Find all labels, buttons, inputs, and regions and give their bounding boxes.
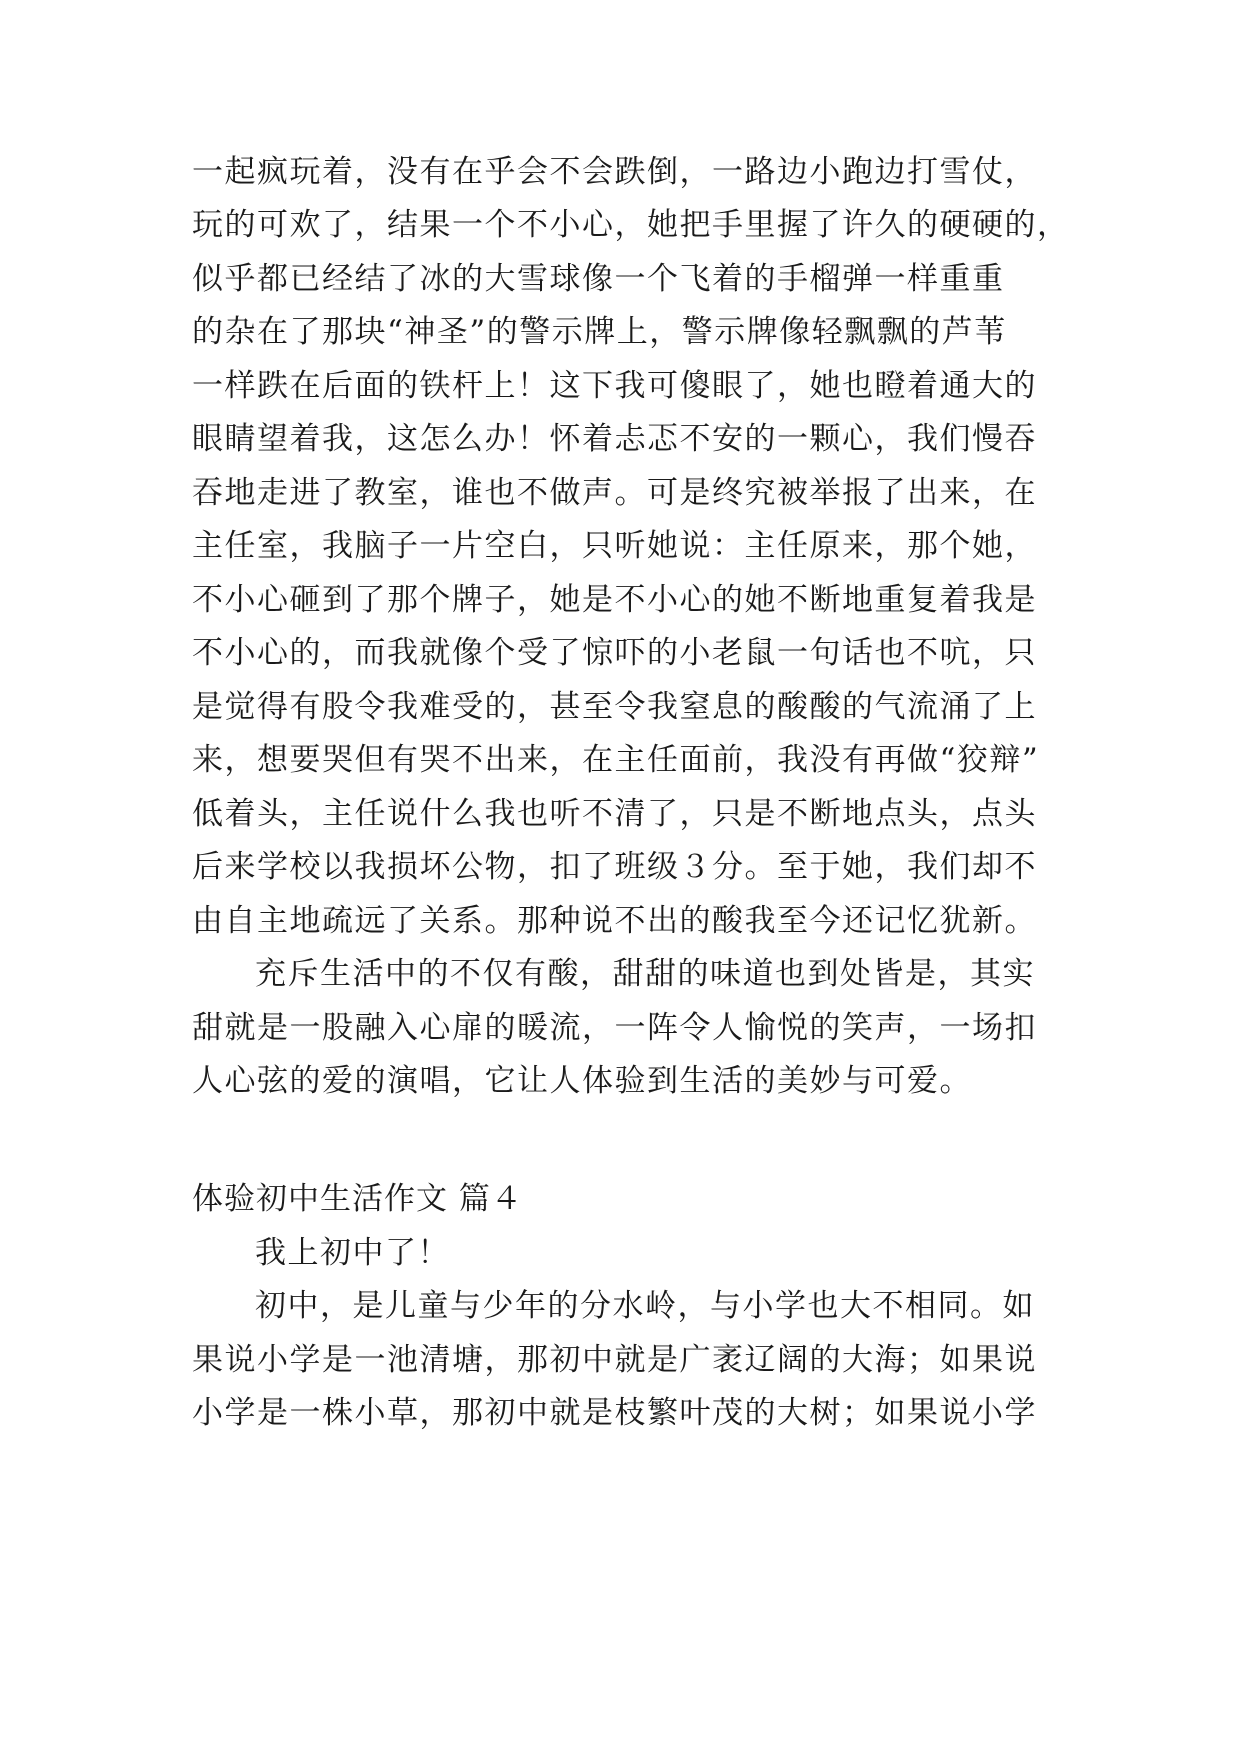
paragraph-line: 甜就是一股融入心扉的暖流，一阵令人愉悦的笑声，一场扣 [192, 1010, 1037, 1046]
text-line: 一样跌在后面的铁杆上！这下我可傻眼了，她也瞪着通大的 [192, 368, 1037, 404]
text-line: 低着头，主任说什么我也听不清了，只是不断地点头，点头 [192, 796, 1037, 832]
paragraph-line: 小学是一株小草，那初中就是枝繁叶茂的大树；如果说小学 [192, 1395, 1037, 1431]
text-line: 一起疯玩着，没有在乎会不会跌倒，一路边小跑边打雪仗， [192, 154, 1037, 190]
text-line: 是觉得有股令我难受的，甚至令我窒息的酸酸的气流涌了上 [192, 689, 1037, 725]
text-line: 来，想要哭但有哭不出来，在主任面前，我没有再做“狡辩” [192, 742, 1040, 778]
text-line: 的杂在了那块“神圣”的警示牌上，警示牌像轻飘飘的芦苇 [192, 314, 1007, 350]
text-line: 主任室，我脑子一片空白，只听她说：主任原来，那个她， [192, 528, 1037, 564]
paragraph-line: 人心弦的爱的演唱，它让人体验到生活的美妙与可爱。 [192, 1063, 972, 1099]
text-line: 吞地走进了教室，谁也不做声。可是终究被举报了出来，在 [192, 475, 1037, 511]
text-line: 由自主地疏远了关系。那种说不出的酸我至今还记忆犹新。 [192, 903, 1037, 939]
section-heading: 体验初中生活作文 篇４ [192, 1181, 523, 1217]
text-line: 不小心的，而我就像个受了惊吓的小老鼠一句话也不吭，只 [192, 635, 1037, 671]
paragraph-line: 初中，是儿童与少年的分水岭，与小学也大不相同。如 [255, 1288, 1035, 1324]
text-line: 后来学校以我损坏公物，扣了班级３分。至于她，我们却不 [192, 849, 1037, 885]
text-line: 眼睛望着我，这怎么办！怀着忐忑不安的一颗心，我们慢吞 [192, 421, 1037, 457]
text-line: 玩的可欢了，结果一个不小心，她把手里握了许久的硬硬的， [192, 207, 1070, 243]
paragraph-line: 果说小学是一池清塘，那初中就是广袤辽阔的大海；如果说 [192, 1342, 1037, 1378]
intro-line: 我上初中了！ [255, 1235, 450, 1271]
paragraph-line: 充斥生活中的不仅有酸，甜甜的味道也到处皆是，其实 [255, 956, 1035, 992]
text-line: 不小心砸到了那个牌子，她是不小心的她不断地重复着我是 [192, 582, 1037, 618]
text-line: 似乎都已经结了冰的大雪球像一个飞着的手榴弹一样重重 [192, 261, 1005, 297]
